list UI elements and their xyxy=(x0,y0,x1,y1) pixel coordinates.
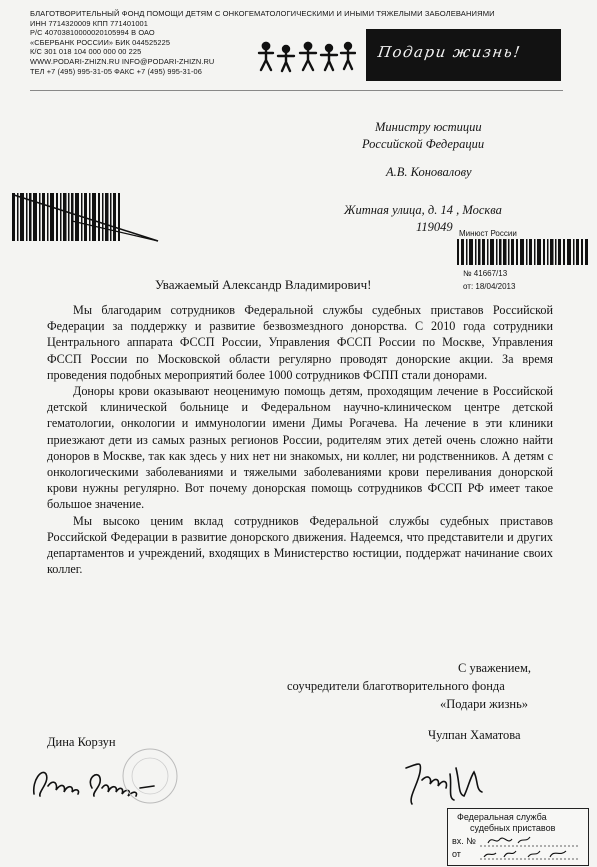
logo-text: Подари жизнь! xyxy=(376,43,523,61)
registration-label: Минюст России xyxy=(459,229,517,238)
paragraph: Мы высоко ценим вклад сотрудников Федеральной службы судебных приставов Российской Федерации в развитие донорского движения. Надеемся, что представители и других департаментов и учреждений, входящих в Министерство юстиции, поддержат начинание своих коллег. xyxy=(47,513,553,577)
stamp-line-2: судебных приставов xyxy=(470,823,556,833)
website-email: WWW.PODARI-ZHIZN.RU INFO@PODARI-ZHIZN.RU xyxy=(30,56,215,66)
paragraph: Доноры крови оказывают неоценимую помощь детям, проходящим лечение в Российской детской клинической больнице и Федеральном научно-клиническом центре детской гематологии, онкологии и иммунологии имени Димы Рогачева. На лечение в эти клиники приезжают дети из самых разных регионов России, родителям этих детей очень сложно найти доноров в Москве, так как здесь у них нет ни знакомых, ни коллег, ни родственников. А детям с онкологическими заболеваниями и тяжелыми заболеваниями крови переливания донорской крови нужны регулярно. Вот почему донорская помощь сотрудников ФССП РФ имеет такое большое значение. xyxy=(47,384,553,512)
left-barcode xyxy=(12,191,160,245)
registration-date: от: 18/04/2013 xyxy=(463,282,516,291)
closing-foundation: «Подари жизнь» xyxy=(440,697,529,711)
phone-fax: ТЕЛ +7 (495) 995-31-05 ФАКС +7 (495) 995-31-06 xyxy=(30,66,202,76)
header-divider xyxy=(30,90,563,91)
salutation: Уважаемый Александр Владимирович! xyxy=(155,277,372,292)
registration-number: № 41667/13 xyxy=(463,269,508,278)
addressee-street: Житная улица, д. 14 , Москва xyxy=(344,203,502,217)
paragraph: Мы благодарим сотрудников Федеральной службы судебных приставов Российской Федерации за поддержку и развитие безвозмездного донорства. С 2010 года сотрудники Центрального аппарата ФССП России, Управления ФССП России по Москве, Управления ФССП России по Московской области регулярно проводят донорские акции. За время проведения подобных мероприятий более 1000 сотрудников ФСПП стали донорами. xyxy=(47,303,553,382)
signatory-right-name: Чулпан Хаматова xyxy=(428,728,521,742)
foundation-logo xyxy=(366,29,561,81)
addressee-line2: Российской Федерации xyxy=(362,137,485,151)
right-signature xyxy=(398,754,498,810)
inn-kpp: ИНН 7714320009 КПП 771401001 xyxy=(30,18,148,28)
stamp-incoming-number: вх. № xyxy=(452,836,476,846)
foundation-name: БЛАГОТВОРИТЕЛЬНЫЙ ФОНД ПОМОЩИ ДЕТЯМ С ОНКОГЕМАТОЛОГИЧЕСКИМИ И ИНЫМИ ТЯЖЕЛЫМИ ЗАБОЛЕВАНИЯМИ xyxy=(30,9,495,18)
addressee-name: А.В. Коновалову xyxy=(386,165,472,179)
bank-name: «СБЕРБАНК РОССИИ» БИК 044525225 xyxy=(30,37,171,47)
signatory-left-name: Дина Корзун xyxy=(47,735,116,749)
bank-account: Р/С 40703810000020105994 В ОАО xyxy=(30,28,155,38)
correspondent-account: К/С 301 018 104 000 000 00 225 xyxy=(30,47,142,57)
faint-seal xyxy=(120,746,180,806)
closing-cofounders: соучредители благотворительного фонда xyxy=(287,679,505,693)
stamp-incoming-date: от xyxy=(452,849,461,859)
closing-regards: С уважением, xyxy=(458,661,531,675)
registration-barcode xyxy=(457,239,589,265)
addressee-postcode: 119049 xyxy=(416,220,453,234)
addressee-line1: Министру юстиции xyxy=(375,120,482,134)
incoming-stamp xyxy=(447,808,589,866)
stamp-line-1: Федеральная служба xyxy=(457,812,547,822)
children-figures-logo xyxy=(256,40,356,74)
letter-body xyxy=(47,302,553,577)
handwritten-stamp-entries xyxy=(478,833,584,863)
